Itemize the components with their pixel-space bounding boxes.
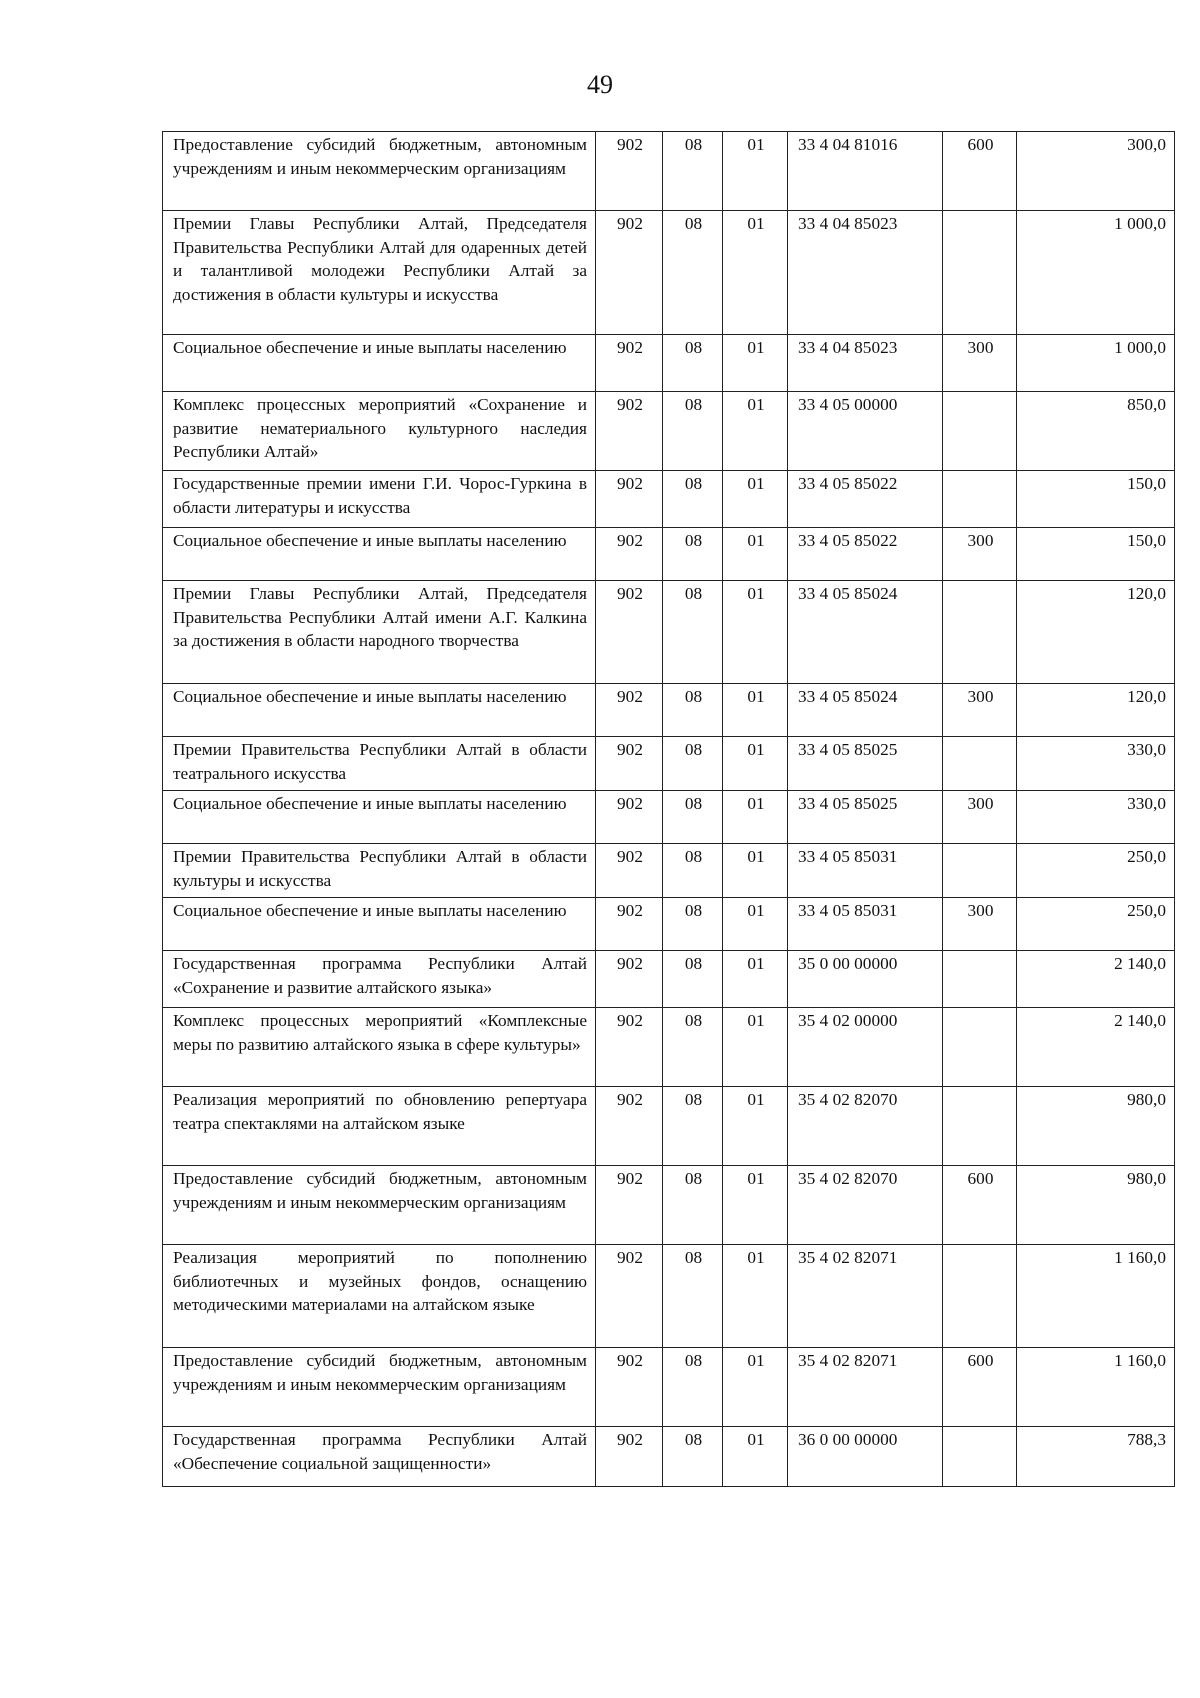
row-amount-cell: 850,0 bbox=[1017, 392, 1175, 471]
row-expense-type-cell bbox=[943, 1087, 1017, 1166]
row-subsection-cell: 01 bbox=[723, 1087, 788, 1166]
row-grbs-cell: 902 bbox=[596, 1348, 663, 1427]
row-amount-cell: 2 140,0 bbox=[1017, 1008, 1175, 1087]
page-number: 49 bbox=[587, 70, 613, 99]
table-row bbox=[163, 471, 1175, 528]
row-amount-cell: 120,0 bbox=[1017, 581, 1175, 684]
row-subsection-cell: 01 bbox=[723, 1245, 788, 1348]
row-name-cell: Премии Правительства Республики Алтай в области театрального искусства bbox=[163, 737, 596, 791]
row-name-cell: Социальное обеспечение и иные выплаты населению bbox=[163, 335, 596, 392]
row-section-cell: 08 bbox=[663, 1427, 723, 1487]
row-subsection-cell: 01 bbox=[723, 528, 788, 581]
table-row bbox=[163, 1348, 1175, 1427]
row-amount-cell: 980,0 bbox=[1017, 1087, 1175, 1166]
table-row bbox=[163, 951, 1175, 1008]
row-expense-type-cell bbox=[943, 1427, 1017, 1487]
row-name-cell: Комплекс процессных мероприятий «Комплексные меры по развитию алтайского языка в сфере культуры» bbox=[163, 1008, 596, 1087]
row-amount-cell: 1 000,0 bbox=[1017, 335, 1175, 392]
row-amount-cell: 1 160,0 bbox=[1017, 1348, 1175, 1427]
table-row bbox=[163, 1008, 1175, 1087]
row-target-item-cell: 33 4 05 00000 bbox=[788, 392, 943, 471]
row-amount-cell: 980,0 bbox=[1017, 1166, 1175, 1245]
row-subsection-cell: 01 bbox=[723, 684, 788, 737]
row-expense-type-cell bbox=[943, 951, 1017, 1008]
row-amount-cell: 250,0 bbox=[1017, 898, 1175, 951]
row-grbs-cell: 902 bbox=[596, 844, 663, 898]
row-name-cell: Социальное обеспечение и иные выплаты населению bbox=[163, 528, 596, 581]
row-name-cell: Предоставление субсидий бюджетным, автономным учреждениям и иным некоммерческим организациям bbox=[163, 1348, 596, 1427]
row-expense-type-cell bbox=[943, 1008, 1017, 1087]
row-section-cell: 08 bbox=[663, 951, 723, 1008]
row-section-cell: 08 bbox=[663, 581, 723, 684]
row-section-cell: 08 bbox=[663, 335, 723, 392]
table-row bbox=[163, 132, 1175, 211]
row-subsection-cell: 01 bbox=[723, 132, 788, 211]
row-name-cell: Предоставление субсидий бюджетным, автономным учреждениям и иным некоммерческим организациям bbox=[163, 132, 596, 211]
row-target-item-cell: 33 4 05 85025 bbox=[788, 737, 943, 791]
row-grbs-cell: 902 bbox=[596, 1166, 663, 1245]
row-target-item-cell: 33 4 05 85025 bbox=[788, 791, 943, 844]
row-target-item-cell: 33 4 04 85023 bbox=[788, 211, 943, 335]
row-section-cell: 08 bbox=[663, 898, 723, 951]
row-amount-cell: 1 000,0 bbox=[1017, 211, 1175, 335]
table-row bbox=[163, 211, 1175, 335]
row-grbs-cell: 902 bbox=[596, 1008, 663, 1087]
table-row bbox=[163, 898, 1175, 951]
row-grbs-cell: 902 bbox=[596, 132, 663, 211]
row-name-cell: Реализация мероприятий по обновлению репертуара театра спектаклями на алтайском языке bbox=[163, 1087, 596, 1166]
row-name-cell: Государственная программа Республики Алтай «Сохранение и развитие алтайского языка» bbox=[163, 951, 596, 1008]
row-section-cell: 08 bbox=[663, 1348, 723, 1427]
row-name-cell: Премии Главы Республики Алтай, Председателя Правительства Республики Алтай имени А.Г. Калкина за достижения в области народного творчества bbox=[163, 581, 596, 684]
row-subsection-cell: 01 bbox=[723, 1166, 788, 1245]
table-body bbox=[163, 132, 1175, 1487]
row-amount-cell: 150,0 bbox=[1017, 471, 1175, 528]
row-grbs-cell: 902 bbox=[596, 335, 663, 392]
row-name-cell: Реализация мероприятий по пополнению библиотечных и музейных фондов, оснащению методическими материалами на алтайском языке bbox=[163, 1245, 596, 1348]
row-grbs-cell: 902 bbox=[596, 528, 663, 581]
row-section-cell: 08 bbox=[663, 211, 723, 335]
row-grbs-cell: 902 bbox=[596, 1087, 663, 1166]
row-name-cell: Социальное обеспечение и иные выплаты населению bbox=[163, 898, 596, 951]
row-target-item-cell: 35 4 02 82070 bbox=[788, 1087, 943, 1166]
row-section-cell: 08 bbox=[663, 1008, 723, 1087]
row-grbs-cell: 902 bbox=[596, 684, 663, 737]
row-name-cell: Социальное обеспечение и иные выплаты населению bbox=[163, 791, 596, 844]
table-row bbox=[163, 1166, 1175, 1245]
row-expense-type-cell bbox=[943, 844, 1017, 898]
row-name-cell: Премии Правительства Республики Алтай в области культуры и искусства bbox=[163, 844, 596, 898]
row-name-cell: Комплекс процессных мероприятий «Сохранение и развитие нематериального культурного наследия Республики Алтай» bbox=[163, 392, 596, 471]
row-expense-type-cell: 300 bbox=[943, 791, 1017, 844]
row-subsection-cell: 01 bbox=[723, 737, 788, 791]
row-subsection-cell: 01 bbox=[723, 581, 788, 684]
row-subsection-cell: 01 bbox=[723, 335, 788, 392]
row-expense-type-cell bbox=[943, 211, 1017, 335]
row-subsection-cell: 01 bbox=[723, 951, 788, 1008]
row-section-cell: 08 bbox=[663, 844, 723, 898]
table-row bbox=[163, 335, 1175, 392]
row-section-cell: 08 bbox=[663, 528, 723, 581]
row-amount-cell: 150,0 bbox=[1017, 528, 1175, 581]
row-amount-cell: 300,0 bbox=[1017, 132, 1175, 211]
row-grbs-cell: 902 bbox=[596, 1427, 663, 1487]
row-grbs-cell: 902 bbox=[596, 791, 663, 844]
table-row bbox=[163, 737, 1175, 791]
row-name-cell: Социальное обеспечение и иные выплаты населению bbox=[163, 684, 596, 737]
row-section-cell: 08 bbox=[663, 684, 723, 737]
row-amount-cell: 788,3 bbox=[1017, 1427, 1175, 1487]
row-amount-cell: 2 140,0 bbox=[1017, 951, 1175, 1008]
table-row bbox=[163, 392, 1175, 471]
table-row bbox=[163, 684, 1175, 737]
row-expense-type-cell bbox=[943, 1245, 1017, 1348]
table-row bbox=[163, 528, 1175, 581]
row-expense-type-cell bbox=[943, 392, 1017, 471]
row-subsection-cell: 01 bbox=[723, 898, 788, 951]
row-section-cell: 08 bbox=[663, 1087, 723, 1166]
row-expense-type-cell: 300 bbox=[943, 684, 1017, 737]
row-target-item-cell: 33 4 05 85031 bbox=[788, 844, 943, 898]
row-section-cell: 08 bbox=[663, 132, 723, 211]
row-grbs-cell: 902 bbox=[596, 1245, 663, 1348]
row-grbs-cell: 902 bbox=[596, 211, 663, 335]
table-row bbox=[163, 791, 1175, 844]
row-amount-cell: 120,0 bbox=[1017, 684, 1175, 737]
row-target-item-cell: 35 0 00 00000 bbox=[788, 951, 943, 1008]
table-row bbox=[163, 581, 1175, 684]
row-name-cell: Государственные премии имени Г.И. Чорос-Гуркина в области литературы и искусства bbox=[163, 471, 596, 528]
row-grbs-cell: 902 bbox=[596, 392, 663, 471]
table-row bbox=[163, 1245, 1175, 1348]
row-name-cell: Предоставление субсидий бюджетным, автономным учреждениям и иным некоммерческим организациям bbox=[163, 1166, 596, 1245]
row-section-cell: 08 bbox=[663, 1245, 723, 1348]
row-section-cell: 08 bbox=[663, 791, 723, 844]
row-target-item-cell: 35 4 02 00000 bbox=[788, 1008, 943, 1087]
row-subsection-cell: 01 bbox=[723, 1348, 788, 1427]
row-expense-type-cell: 600 bbox=[943, 1166, 1017, 1245]
row-subsection-cell: 01 bbox=[723, 1427, 788, 1487]
row-amount-cell: 330,0 bbox=[1017, 737, 1175, 791]
row-grbs-cell: 902 bbox=[596, 898, 663, 951]
row-section-cell: 08 bbox=[663, 392, 723, 471]
row-name-cell: Государственная программа Республики Алтай «Обеспечение социальной защищенности» bbox=[163, 1427, 596, 1487]
row-expense-type-cell: 600 bbox=[943, 132, 1017, 211]
row-name-cell: Премии Главы Республики Алтай, Председателя Правительства Республики Алтай для одаренных детей и талантливой молодежи Республики Алтай за достижения в области культуры и искусства bbox=[163, 211, 596, 335]
row-section-cell: 08 bbox=[663, 737, 723, 791]
row-expense-type-cell bbox=[943, 737, 1017, 791]
table-row bbox=[163, 1427, 1175, 1487]
row-subsection-cell: 01 bbox=[723, 211, 788, 335]
row-subsection-cell: 01 bbox=[723, 471, 788, 528]
row-subsection-cell: 01 bbox=[723, 1008, 788, 1087]
row-target-item-cell: 35 4 02 82071 bbox=[788, 1245, 943, 1348]
row-target-item-cell: 35 4 02 82070 bbox=[788, 1166, 943, 1245]
row-target-item-cell: 33 4 05 85022 bbox=[788, 471, 943, 528]
row-target-item-cell: 33 4 05 85024 bbox=[788, 684, 943, 737]
row-expense-type-cell: 600 bbox=[943, 1348, 1017, 1427]
row-section-cell: 08 bbox=[663, 1166, 723, 1245]
row-grbs-cell: 902 bbox=[596, 471, 663, 528]
table-row bbox=[163, 1087, 1175, 1166]
row-target-item-cell: 35 4 02 82071 bbox=[788, 1348, 943, 1427]
row-expense-type-cell bbox=[943, 471, 1017, 528]
row-target-item-cell: 33 4 04 81016 bbox=[788, 132, 943, 211]
row-subsection-cell: 01 bbox=[723, 392, 788, 471]
budget-table bbox=[162, 131, 1175, 1487]
row-section-cell: 08 bbox=[663, 471, 723, 528]
row-expense-type-cell: 300 bbox=[943, 335, 1017, 392]
row-target-item-cell: 33 4 05 85031 bbox=[788, 898, 943, 951]
row-grbs-cell: 902 bbox=[596, 737, 663, 791]
table-row bbox=[163, 844, 1175, 898]
row-amount-cell: 1 160,0 bbox=[1017, 1245, 1175, 1348]
row-expense-type-cell: 300 bbox=[943, 528, 1017, 581]
row-amount-cell: 250,0 bbox=[1017, 844, 1175, 898]
row-target-item-cell: 33 4 05 85024 bbox=[788, 581, 943, 684]
row-target-item-cell: 33 4 04 85023 bbox=[788, 335, 943, 392]
row-expense-type-cell bbox=[943, 581, 1017, 684]
row-grbs-cell: 902 bbox=[596, 581, 663, 684]
row-amount-cell: 330,0 bbox=[1017, 791, 1175, 844]
row-target-item-cell: 36 0 00 00000 bbox=[788, 1427, 943, 1487]
row-grbs-cell: 902 bbox=[596, 951, 663, 1008]
row-target-item-cell: 33 4 05 85022 bbox=[788, 528, 943, 581]
row-subsection-cell: 01 bbox=[723, 791, 788, 844]
row-subsection-cell: 01 bbox=[723, 844, 788, 898]
row-expense-type-cell: 300 bbox=[943, 898, 1017, 951]
